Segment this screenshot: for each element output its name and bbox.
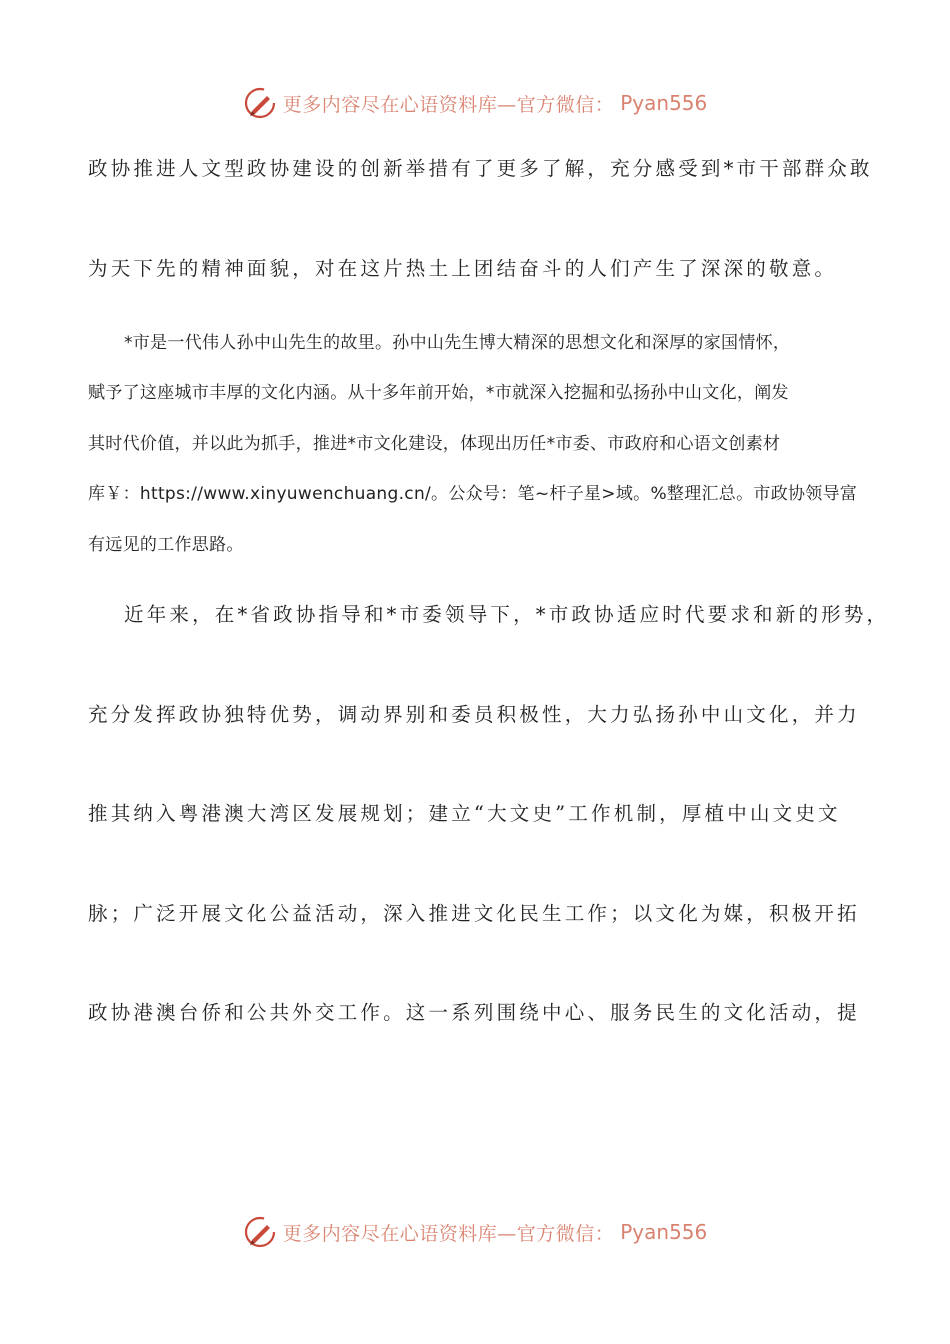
paragraph2-line-3: 其时代价值，并以此为抓手，推进*市文化建设，体现出历任*市委、市政府和心语文创素材 <box>88 434 781 454</box>
paragraph2-line-1: *市是一代伟人孙中山先生的故里。孙中山先生博大精深的思想文化和深厚的家国情怀， <box>124 333 791 353</box>
pen-circle-icon <box>243 1215 277 1249</box>
paragraph2-line-2: 赋予了这座城市丰厚的文化内涵。从十多年前开始，*市就深入挖掘和弘扬孙中山文化，阐发 <box>88 383 789 403</box>
paragraph3-line-3: 推其纳入粤港澳大湾区发展规划；建立“大文史”工作机制，厚植中山文史文 <box>88 802 841 825</box>
watermark-text: 更多内容尽在心语资料库—官方微信： <box>282 1222 615 1245</box>
pen-circle-icon <box>243 86 277 120</box>
watermark-handle: Pyan556 <box>620 91 708 115</box>
paragraph1-line-2: 为天下先的精神面貌，对在这片热土上团结奋斗的人们产生了深深的敬意。 <box>88 257 838 280</box>
paragraph3-line-1: 近年来，在*省政协指导和*市委领导下，*市政协适应时代要求和新的形势， <box>124 603 890 626</box>
paragraph3-line-5: 政协港澳台侨和公共外交工作。这一系列围绕中心、服务民生的文化活动，提 <box>88 1001 860 1024</box>
watermark-handle: Pyan556 <box>620 1220 708 1244</box>
header-watermark <box>0 83 950 123</box>
paragraph1-line-1: 政协推进人文型政协建设的创新举措有了更多了解，充分感受到*市干部群众敢 <box>88 157 873 180</box>
watermark-text: 更多内容尽在心语资料库—官方微信： <box>282 93 615 116</box>
paragraph2-line-5: 有远见的工作思路。 <box>88 535 244 555</box>
paragraph3-line-2: 充分发挥政协独特优势，调动界别和委员积极性，大力弘扬孙中山文化，并力 <box>88 703 860 726</box>
paragraph2-line-4: 库￥：https://www.xinyuwenchuang.cn/。公众号：笔~杆子星>域。%整理汇总。市政协领导富 <box>88 484 858 504</box>
footer-watermark <box>0 1212 950 1252</box>
paragraph3-line-4: 脉；广泛开展文化公益活动，深入推进文化民生工作；以文化为媒，积极开拓 <box>88 902 860 925</box>
